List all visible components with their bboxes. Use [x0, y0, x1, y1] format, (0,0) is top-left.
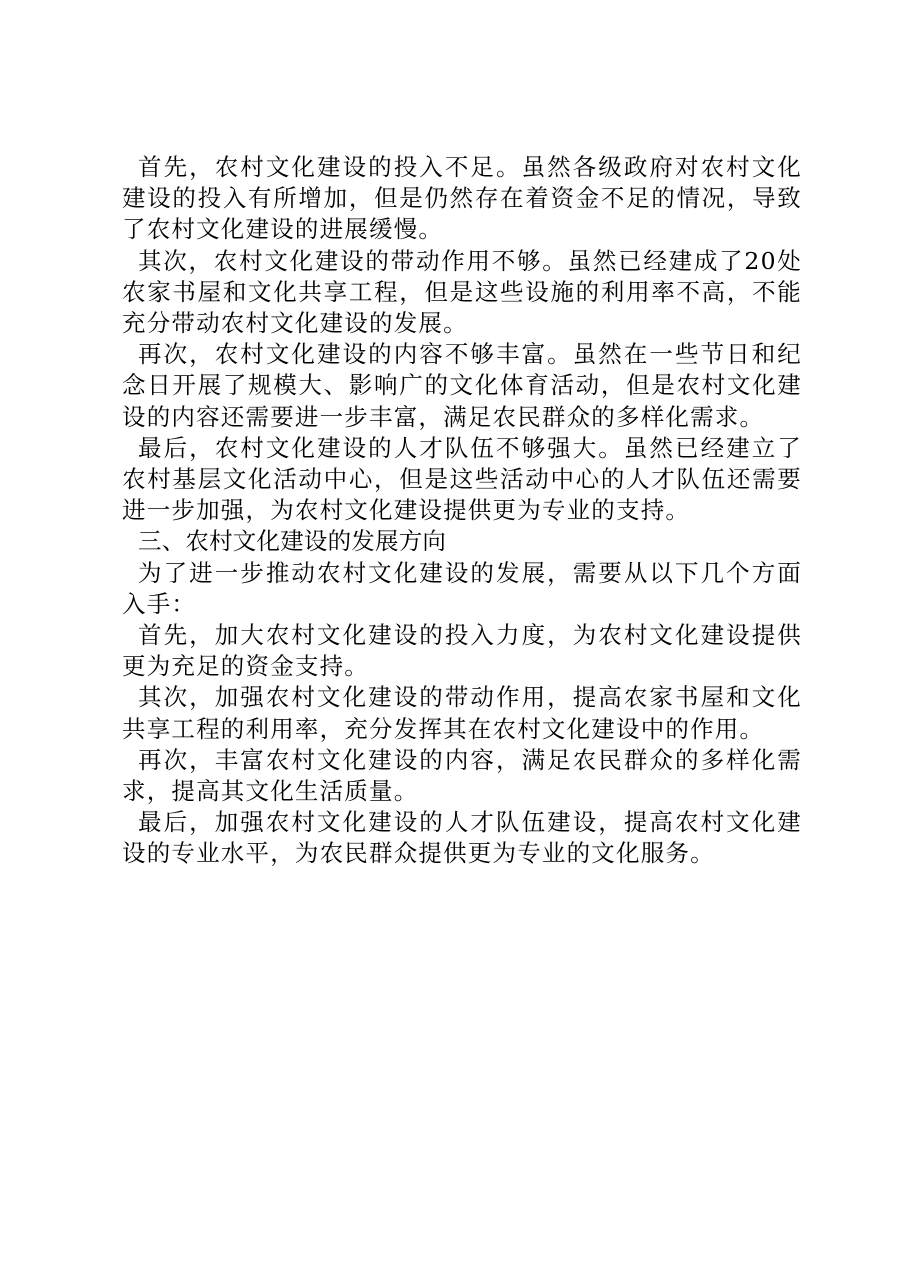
paragraph-7: 其次，加强农村文化建设的带动作用，提高农家书屋和文化共享工程的利用率，充分发挥其在农村文化建设中的作用。: [122, 683, 802, 743]
paragraph-3: 再次，农村文化建设的内容不够丰富。虽然在一些节日和纪念日开展了规模大、影响广的文化体育活动，但是农村文化建设的内容还需要进一步丰富，满足农民群众的多样化需求。: [122, 340, 802, 431]
paragraph-1: 首先，农村文化建设的投入不足。虽然各级政府对农村文化建设的投入有所增加，但是仍然存在着资金不足的情况，导致了农村文化建设的进展缓慢。: [122, 153, 802, 244]
paragraph-4: 最后，农村文化建设的人才队伍不够强大。虽然已经建立了农村基层文化活动中心，但是这些活动中心的人才队伍还需要进一步加强，为农村文化建设提供更为专业的支持。: [122, 433, 802, 525]
paragraph-9: 最后，加强农村文化建设的人才队伍建设，提高农村文化建设的专业水平，为农民群众提供更为专业的文化服务。: [122, 808, 802, 868]
paragraph-2: 其次，农村文化建设的带动作用不够。虽然已经建成了20处农家书屋和文化共享工程，但是这些设施的利用率不高，不能充分带动农村文化建设的发展。: [122, 246, 802, 338]
paragraph-5: 为了进一步推动农村文化建设的发展，需要从以下几个方面入手：: [122, 558, 802, 618]
section-heading: 三、农村文化建设的发展方向: [138, 527, 447, 556]
paragraph-6: 首先，加大农村文化建设的投入力度，为农村文化建设提供更为充足的资金支持。: [122, 621, 802, 681]
paragraph-8: 再次，丰富农村文化建设的内容，满足农民群众的多样化需求，提高其文化生活质量。: [122, 745, 802, 806]
document-body: [122, 152, 802, 870]
